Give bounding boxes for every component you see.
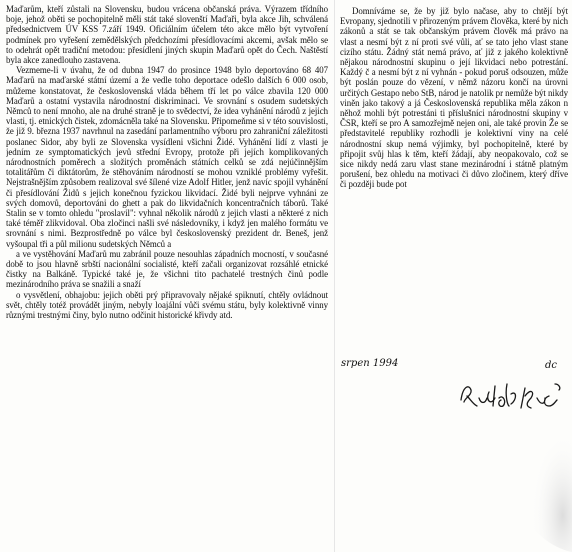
paragraph-1: Maďarům, kteří zůstali na Slovensku, budou vrácena občanská práva. Výrazem třídního boje, jehož oběti se pochopitelně měli stát také slovenští Maďaři, byla akce Jih, schválená předsednictvem ÚV KSS 7.září 1949. Oficiálním účelem této akce mělo být vytvoření podmínek pro vyřešení zemědělských předchozími přesídlovacími akcemi, avšak mělo se to odehrát opět tradiční metodou: přesídlení jiných skupin Maďarů opět do Čech. Naštěstí byla akce zanedlouho zastavena. (6, 4, 328, 66)
handwritten-signature (455, 376, 572, 416)
column-divider (334, 0, 335, 552)
date-line: srpen 1994 (341, 358, 399, 369)
right-text-column (340, 6, 568, 346)
paragraph-3: a ve vystěhování Maďarů mu zabránil pouze nesouhlas západních mocností, v současné době to jsou hlavně srbští nacionální socialisté, kteří začali organizovat rozsáhlé etnické čistky na Balkáně. Typické také je, že všichni tito pachatelé trestných činů podle mezinárodního práva se snažili a snaží (6, 248, 328, 290)
right-paragraph: Domníváme se, že by již bylo načase, aby to chtějí být Evropany, sjednotili v přirozeným právem člověka, které by nich zákonů a stát se tak občanským právem člověk má právo na vlast a nesmí být z ní proti své vůli, ať se tato jeho vlast stane cizího státu. Žádný stát nemá právo, ať již z jakého kolektivně nějakou národnostní skupinu o její likvidaci nebo potrestání. Každý č a nesmí být z ní vyhnán - pokud poruš odsouzen, může být poslán pouze do vězení, v němž názoru končí na úrovni určitých Gestapo nebo StB, národ je natolik pr nemůže být nikdy viněn jako takový a já Československá republika měla zákon n něhož mohli být potrestáni ti příslušníci národnostní skupiny v ČSR, kteří se pro A samozřejmě nejen oni, ale také provin Že se představitelé republiky rozhodli je kolektivní viny na celé národnostní skup nemá výjimky, byl pochopitelně, které by připojit svůj hlas k těm, kteří žádají, aby neopakovalo, což se sice nikdy nedá zaru vlast stane mezinárodní i státně platným porušení, bez ohledu na motivaci či důvo zločinem, který dříve či později bude pot (340, 6, 568, 190)
signature-mark: dc (545, 360, 558, 371)
paragraph-4: o vysvětlení, obhajobu: jejich oběti prý připravovaly nějaké spiknutí, chtěly ovládnout svět, chtěly totéž provádět jiným, nebyly loajální vůči svému státu, byly kolektivně vinny různými trestnými činy, bylo nutno odčinit historické křivdy atd. (6, 289, 328, 321)
left-text-column (6, 4, 328, 550)
scan-shadow-artifact (492, 420, 572, 552)
paragraph-2: Vezmeme-li v úvahu, že od dubna 1947 do prosince 1948 bylo deportováno 68 407 Maďarů na maďarské státní území a že vedle toho deportace odešlo dalších 6 000 osob, můžeme konstatovat, že československá vláda během tří let po válce zbavila 120 000 Maďarů a ostatní vystavila národnostní diskriminaci. Ve srovnání s osudem sudetských Němců to není mnoho, ale na druhé straně je to svědectví, že idea vyhánění národů z jejich vlasti, tj. etnických čistek, zdomácněla také na Slovensku. Připomeňme si v této souvislosti, že již 9. března 1937 navrhnul na zasedání parlamentního výboru pro zahraniční záležitosti poslanec Sidor, aby byli ze Slovenska vysídleni všichni Židé. Vyhánění lidí z vlasti je jedním ze symptomatických jevů střední Evropy, protože při jejích komplikovaných národnostních poměrech a složitých proměnách státních celků se zdá nejúčinnějším totalitářům či diktátorům, že stěhováním národností se mohou vzniklé problémy vyřešit. Nejstrašnějším způsobem realizoval své šílené vize Adolf Hitler, jenž navíc spojil vyhánění či přesídlování Židů s jejich konečnou fyzickou likvidací. Židé byli nejprve vyhnáni ze svých domovů, deportováni do ghett a pak do likvidačních koncentračních táborů. Také Stalin se v tomto ohledu "proslavil": vyhnal několik národů z jejich vlasti a některé z nich také téměř zlikvidoval. Oba zločinci našli své následovníky, i když jen malého formátu ve srovnání s nimi. Bezprostředně po válce byl československý prezident dr. Beneš, jenž vyšoupal tři a půl milionu sudetských Němců a (6, 65, 328, 249)
